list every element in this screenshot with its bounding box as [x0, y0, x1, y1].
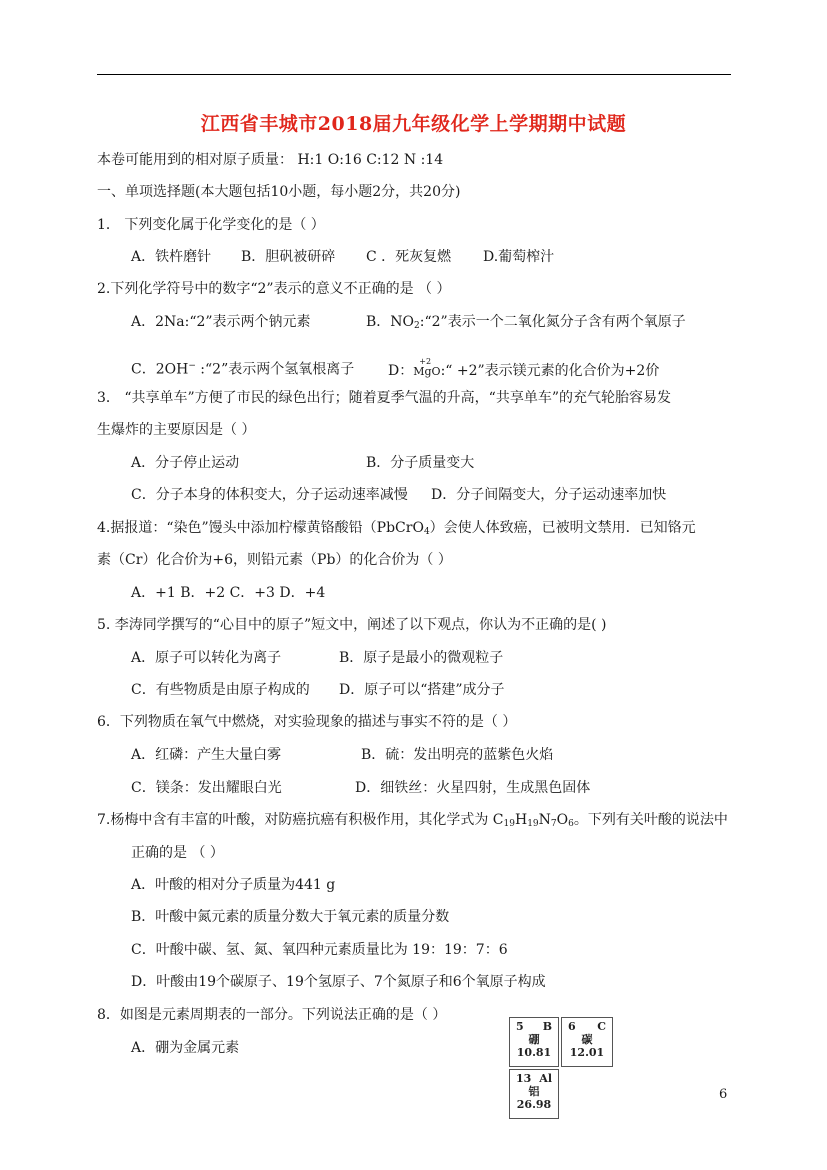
- question-1-option-b: B．胆矾被研碎: [241, 249, 336, 265]
- option-b-prefix: B．NO: [366, 314, 415, 330]
- question-8-option-a: A．硼为金属元素: [131, 1040, 240, 1056]
- question-7-stem-line2: 正确的是 （ ）: [131, 845, 224, 861]
- element-number: 13: [516, 1072, 532, 1085]
- page-number: 6: [719, 1087, 728, 1102]
- q7-formula-h: H: [514, 812, 528, 828]
- element-number: 5: [516, 1020, 524, 1033]
- question-3-option-b: B．分子质量变大: [366, 455, 475, 471]
- question-3-option-d: D．分子间隔变大，分子运动速率加快: [431, 487, 667, 503]
- question-4-stem-line2: 素（Cr）化合价为+6，则铅元素（Pb）的化合价为（ ）: [97, 552, 452, 568]
- q4-stem-suffix: ）会使人体致癌，已被明文禁用．已知铬元: [429, 520, 696, 536]
- question-7-option-a: A．叶酸的相对分子质量为441 g: [131, 877, 336, 893]
- question-1-option-d: D.葡萄榨汁: [483, 249, 555, 265]
- question-1-option-a: A．铁杵磨针: [131, 249, 212, 265]
- question-6-stem: 6．下列物质在氧气中燃烧，对实验现象的描述与事实不符的是（ ）: [97, 714, 517, 730]
- q7-formula-h-count: 19: [527, 819, 539, 829]
- question-1-stem: 1． 下列变化属于化学变化的是（ ）: [97, 217, 325, 233]
- question-4-stem-line1: [97, 518, 696, 542]
- periodic-table-fragment: [509, 1017, 613, 1119]
- question-3-option-c: C．分子本身的体积变大，分子运动速率减慢: [131, 487, 408, 503]
- question-2-stem: 2.下列化学符号中的数字“2”表示的意义不正确的是 （ ）: [97, 281, 451, 297]
- question-6-option-a: A．红磷：产生大量白雾: [131, 747, 282, 763]
- question-2-option-b: [366, 312, 686, 336]
- question-5-stem: 5. 李涛同学撰写的“心目中的原子”短文中，阐述了以下观点，你认为不正确的是( ): [97, 617, 607, 633]
- element-symbol: Al: [539, 1072, 552, 1085]
- question-5-option-c: C．有些物质是由原子构成的: [131, 682, 310, 698]
- element-mass: 26.98: [516, 1098, 552, 1111]
- option-c-text: :“2”表示两个氢氧根离子: [195, 361, 355, 378]
- question-3-stem-line2: 生爆炸的主要原因是（ ）: [97, 422, 256, 438]
- element-name: 硼: [528, 1033, 540, 1046]
- option-b-text: :“2”表示一个二氧化氮分子含有两个氧原子: [419, 314, 686, 330]
- element-cell-aluminium: [509, 1069, 559, 1119]
- question-7-option-c: C．叶酸中碳、氢、氮、氧四种元素质量比为 19：19：7：6: [131, 942, 508, 958]
- q7-formula-c-count: 19: [503, 819, 515, 829]
- q7-formula-n: N: [538, 812, 551, 828]
- question-6-option-d: D．细铁丝：火星四射，生成黑色固体: [355, 780, 591, 796]
- question-2-option-a: A．2Na:“2”表示两个钠元素: [131, 314, 311, 330]
- q7-formula-o: O: [556, 812, 569, 828]
- option-b-subscript: 2: [414, 321, 420, 331]
- option-d-text: :“ +2”表示镁元素的化合价为+2价: [440, 363, 660, 379]
- element-number: 6: [568, 1020, 576, 1033]
- option-c-prefix: C．2OH: [131, 361, 189, 378]
- section-heading: 一、单项选择题(本大题包括10小题，每小题2分，共20分): [97, 184, 461, 200]
- question-3-stem-line1: 3． “共享单车”方便了市民的绿色出行；随着夏季气温的升高，“共享单车”的充气轮胎容易发: [97, 390, 671, 406]
- element-symbol: C: [597, 1020, 606, 1033]
- q7-formula-n-count: 7: [550, 819, 557, 829]
- q7-stem-suffix: 。下列有关叶酸的说法中: [573, 812, 728, 828]
- mgo-formula: [413, 356, 440, 382]
- q7-stem-prefix: 7.杨梅中含有丰富的叶酸，对防癌抗癌有积极作用，其化学式为 C: [97, 812, 504, 828]
- element-name: 碳: [581, 1033, 593, 1046]
- mgo-charge: +2: [419, 357, 432, 366]
- option-c-superscript: −: [188, 361, 196, 371]
- atomic-mass-note: 本卷可能用到的相对原子质量： H:1 O:16 C:12 N :14: [97, 152, 444, 168]
- q7-formula-o-count: 6: [568, 819, 574, 829]
- option-d-prefix: D：: [388, 363, 414, 379]
- question-5-option-d: D．原子可以“搭建”成分子: [339, 682, 505, 698]
- question-3-option-a: A．分子停止运动: [131, 455, 240, 471]
- question-2-option-c: [131, 356, 354, 380]
- question-8-stem: 8．如图是元素周期表的一部分。下列说法正确的是（ ）: [97, 1007, 447, 1023]
- question-7-option-d: D．叶酸由19个碳原子、19个氢原子、7个氮原子和6个氧原子构成: [131, 974, 546, 990]
- element-mass: 12.01: [569, 1046, 605, 1059]
- question-4-options: A．+1 B．+2 C．+3 D．+4: [131, 585, 326, 601]
- element-mass: 10.81: [516, 1046, 552, 1059]
- question-6-option-c: C．镁条：发出耀眼白光: [131, 780, 282, 796]
- question-2-option-d: [388, 356, 659, 382]
- q4-subscript: 4: [423, 527, 430, 537]
- header-rule: [97, 74, 731, 75]
- question-6-option-b: B．硫：发出明亮的蓝紫色火焰: [361, 747, 554, 763]
- element-symbol: B: [542, 1020, 552, 1033]
- question-7-option-b: B．叶酸中氮元素的质量分数大于氧元素的质量分数: [131, 909, 450, 925]
- element-name: 铝: [528, 1085, 540, 1098]
- element-cell-carbon: [561, 1017, 613, 1067]
- question-1-option-c: C ．死灰复燃: [366, 249, 452, 265]
- page-title: 江西省丰城市2018届九年级化学上学期期中试题: [200, 113, 627, 135]
- question-5-option-a: A．原子可以转化为离子: [131, 650, 282, 666]
- mgo-symbol: MgO: [413, 365, 441, 378]
- q4-stem-prefix: 4.据报道：“染色”馒头中添加柠檬黄铬酸铅（PbCrO: [97, 520, 424, 536]
- question-7-stem-line1: [97, 810, 728, 834]
- question-5-option-b: B．原子是最小的微观粒子: [339, 650, 504, 666]
- element-cell-boron: [509, 1017, 559, 1067]
